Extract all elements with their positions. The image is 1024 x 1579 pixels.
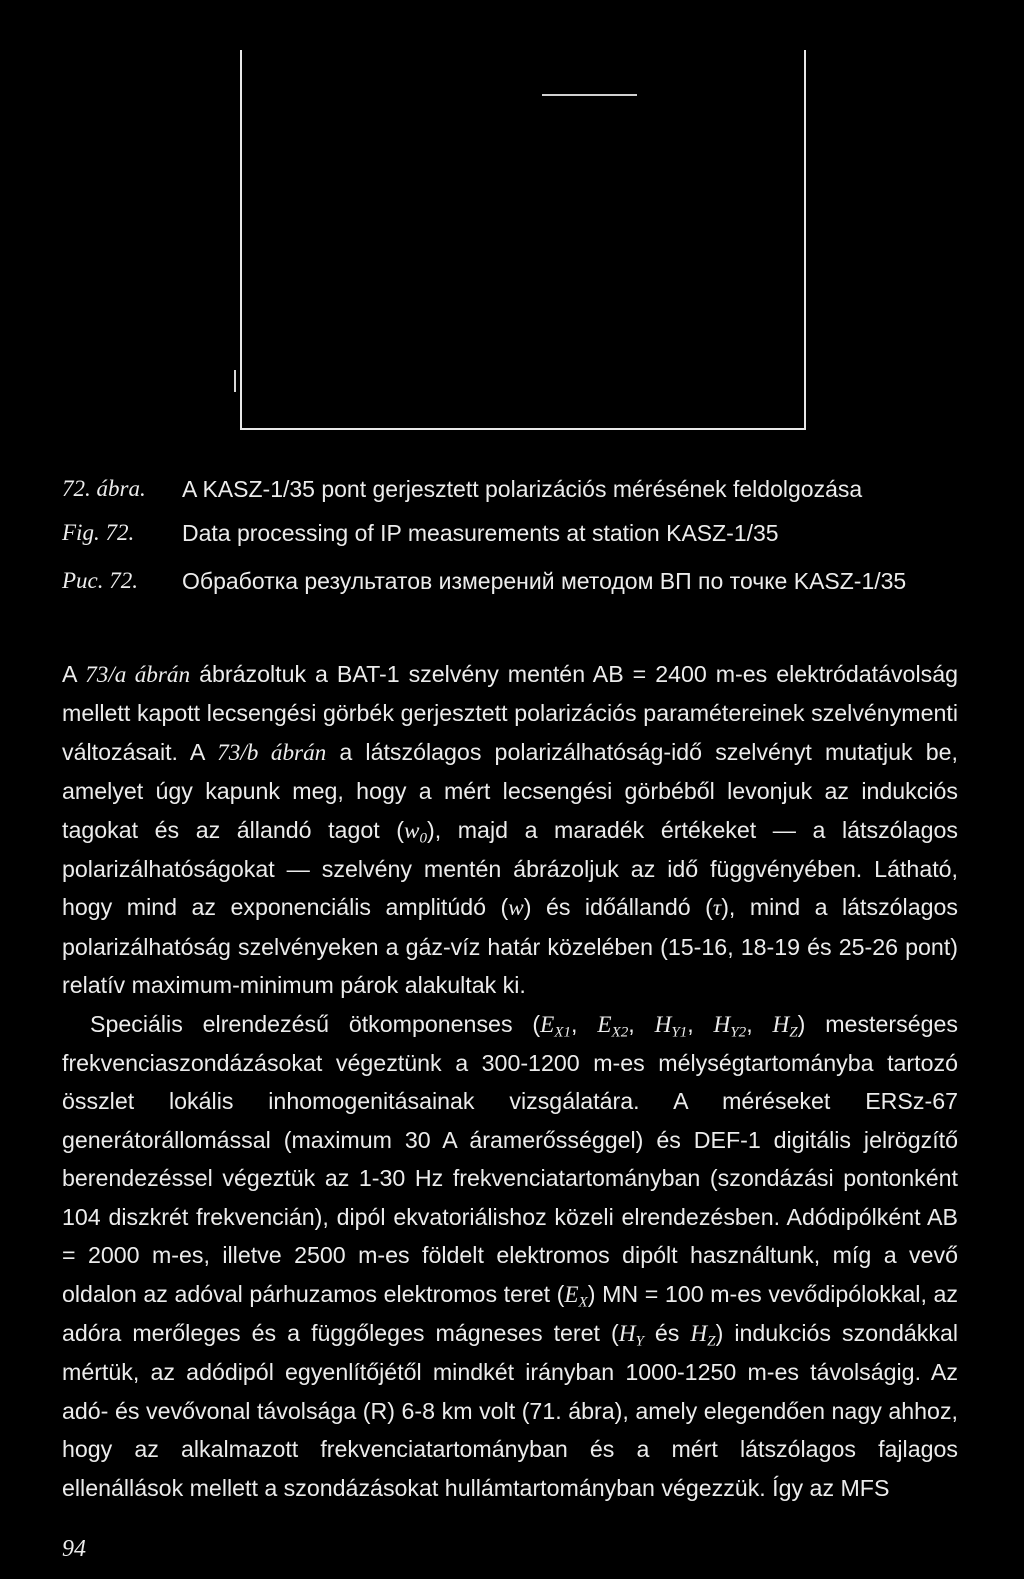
caption-label-en: Fig. 72. xyxy=(62,520,135,545)
figure-left-mark xyxy=(234,370,236,392)
figure-frame xyxy=(240,50,806,430)
symbol: H xyxy=(713,1011,731,1038)
subscript: Y2 xyxy=(730,1024,747,1041)
caption-label-ru: Рис. 72. xyxy=(62,568,139,593)
p2-text: ) mesterséges frekvenciaszondázásokat végeztünk a 300-1200 m-es mélységtartományba tartozó összlet lokális inhomogenitásainak vizsgálatára. A méréseket ERSz-67 generátorállomással (maximum 30 A áramerősséggel) és DEF-1 digitális jelrögzítő berendezéssel végeztük az 1-30 Hz frekvenciatartományban (szondázási pontonként 104 diszkrét frekvencián), dipól ekvatoriálishoz közeli elrendezésben. Adódipólként AB = 2000 m-es, illetve 2500 m-es földelt elektromos dipólt használtunk, míg a vevő oldalon az adóval párhuzamos elektromos teret ( xyxy=(62,1010,958,1307)
subscript: 0 xyxy=(419,830,427,847)
page-number: 94 xyxy=(62,1536,86,1562)
symbol-ex2 xyxy=(597,1011,629,1041)
p1-text: ábrázoltuk a BAT-1 szelvény mentén AB = 2400 m-es elektródatávolság mellett kapott lecsengési görbék gerjesztett polarizációs paramétereinek szelvénymenti változásait. A xyxy=(62,661,958,765)
figure-top-mark xyxy=(542,94,637,96)
p1-text: a látszólagos polarizálhatóság-idő szelvényt mutatjuk be, amelyet úgy kapunk meg, hogy a mért lecsengési görbéből levonjuk az indukciós tagokat és az állandó tagot ( xyxy=(62,738,958,843)
symbol-hy2 xyxy=(713,1011,747,1041)
subscript: Y1 xyxy=(671,1024,688,1041)
subscript: X2 xyxy=(611,1024,629,1041)
p1-text: ), mind a látszólagos polarizálhatóság szelvényeken a gáz-víz határ közelében (15-16, 18-19 és 25-26 pont) relatív maximum-minimum párok alakultak ki. xyxy=(62,894,958,999)
subscript: Z xyxy=(789,1024,798,1041)
symbol: w xyxy=(403,817,420,844)
separator: , xyxy=(571,1010,598,1037)
separator: , xyxy=(746,1010,773,1037)
symbol: E xyxy=(564,1281,579,1308)
symbol: H xyxy=(690,1320,708,1347)
p1-text: ) és időállandó ( xyxy=(523,894,713,921)
figure-reference: 73/a ábrán xyxy=(85,662,191,688)
symbol: H xyxy=(772,1011,790,1038)
symbol: H xyxy=(618,1320,636,1347)
figure-reference: 73/b ábrán xyxy=(217,739,327,766)
symbol-ex1 xyxy=(540,1011,572,1041)
subscript: Z xyxy=(707,1333,716,1350)
subscript: Y xyxy=(635,1333,644,1350)
paragraph-2 xyxy=(62,1005,958,1507)
separator: , xyxy=(687,1010,714,1037)
caption-text-hu: A KASZ-1/35 pont gerjesztett polarizációs mérésének feldolgozása xyxy=(182,476,863,502)
p2-text: ) indukciós szondákkal mértük, az adódipól egyenlítőjétől mindkét irányban 1000-1250 m-es távolságig. Az adó- és vevővonal távolsága (R) 6-8 km volt (71. ábra), amely elegendően nagy ahhoz, hogy az alkalmazott frekvenciatartományban és a mért látszólagos fajlagos ellenállások mellett a szondázásokat hullámtartományban végezzük. Így az MFS xyxy=(62,1319,959,1501)
p1-text: A xyxy=(62,661,86,687)
p2-text: és xyxy=(643,1319,691,1346)
symbol-w: w xyxy=(508,895,524,922)
symbol: H xyxy=(654,1011,672,1038)
symbol-hz xyxy=(772,1011,798,1041)
caption-text-en: Data processing of IP measurements at station KASZ-1/35 xyxy=(182,520,779,546)
body-text xyxy=(62,655,958,1507)
caption-text-ru: Обработка результатов измерений методом ВП по точке KASZ-1/35 xyxy=(182,568,907,594)
symbol-hz2 xyxy=(690,1320,716,1350)
p1-text: ), majd a maradék értékeket — a látszólagos polarizálhatóságokat — szelvény mentén ábrázoljuk az idő függvényében. Látható, hogy mind az exponenciális amplitúdó ( xyxy=(62,816,959,921)
paragraph-1 xyxy=(62,655,958,1005)
caption-label-hu: 72. ábra. xyxy=(62,476,146,501)
symbol-hy1 xyxy=(654,1011,688,1041)
symbol-ex xyxy=(564,1281,588,1311)
subscript: X xyxy=(578,1294,588,1311)
symbol-hy xyxy=(618,1320,644,1350)
symbol: E xyxy=(540,1011,555,1038)
p2-text: ) MN = 100 m-es vevődipólokkal, az adóra merőleges és a függőleges mágneses teret ( xyxy=(62,1280,958,1346)
symbol: E xyxy=(597,1011,612,1038)
symbol-w0 xyxy=(403,817,427,847)
subscript: X1 xyxy=(554,1024,572,1041)
separator: , xyxy=(628,1010,655,1037)
p2-text: Speciális elrendezésű ötkomponenses ( xyxy=(90,1010,541,1037)
symbol-tau: τ xyxy=(712,895,722,922)
